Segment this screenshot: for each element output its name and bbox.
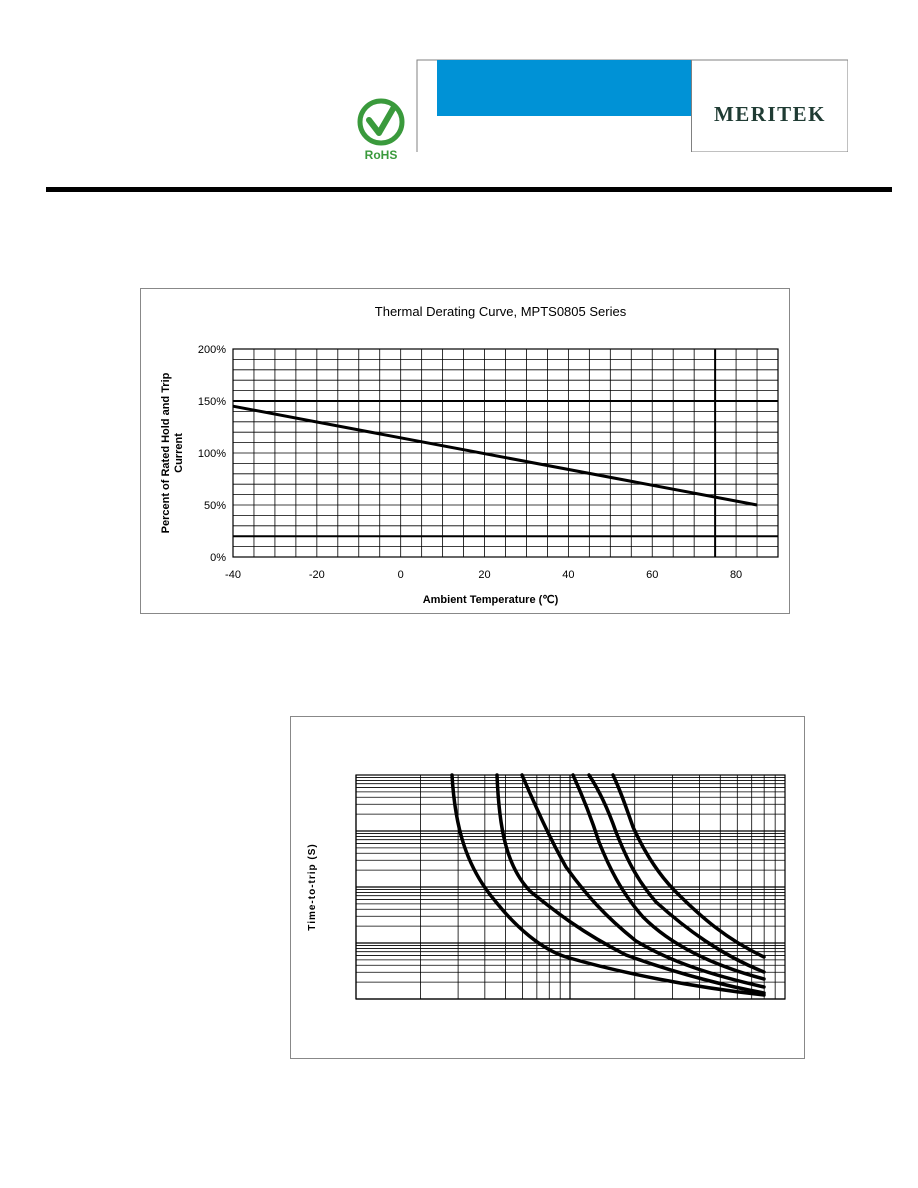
- chart-title: Thermal Derating Curve, MPTS0805 Series: [374, 304, 627, 319]
- x-axis-label: Ambient Temperature (℃): [422, 594, 559, 606]
- y-tick-label: 0%: [210, 552, 226, 564]
- x-tick-label: 60: [646, 569, 659, 581]
- x-tick-label: 20: [478, 569, 491, 581]
- x-tick-label: 80: [729, 569, 743, 581]
- rohs-check: [369, 107, 394, 133]
- y-axis-label: [160, 372, 185, 533]
- header-blue-bar: [437, 60, 691, 116]
- derating-line: [233, 406, 757, 505]
- y-tick-label: 150%: [197, 396, 226, 408]
- rohs-check-icon: [354, 98, 408, 162]
- time-to-trip-chart: [290, 716, 805, 1059]
- derating-chart-svg: [141, 289, 791, 615]
- y-tick-label: 100%: [197, 448, 226, 460]
- y-axis-label-line: Percent of Rated Hold and Trip: [160, 372, 172, 534]
- x-tick-label: -40: [225, 569, 241, 581]
- y-tick-label: 200%: [197, 344, 226, 356]
- time-to-trip-chart-svg: [291, 717, 806, 1060]
- y-axis-label: Time-to-trip (S): [307, 843, 318, 931]
- brand-name: MERITEK: [713, 102, 826, 126]
- rohs-logo: [354, 98, 408, 162]
- y-axis-label-line: Current: [173, 433, 185, 473]
- header-rule: [46, 187, 892, 192]
- y-tick-label: 50%: [203, 500, 226, 512]
- brand-logo-box: [691, 60, 848, 152]
- x-tick-label: 40: [562, 569, 575, 581]
- x-tick-label: 0: [397, 569, 404, 581]
- derating-chart: [140, 288, 790, 614]
- x-tick-label: -20: [308, 569, 325, 581]
- rohs-label: RoHS: [364, 148, 398, 162]
